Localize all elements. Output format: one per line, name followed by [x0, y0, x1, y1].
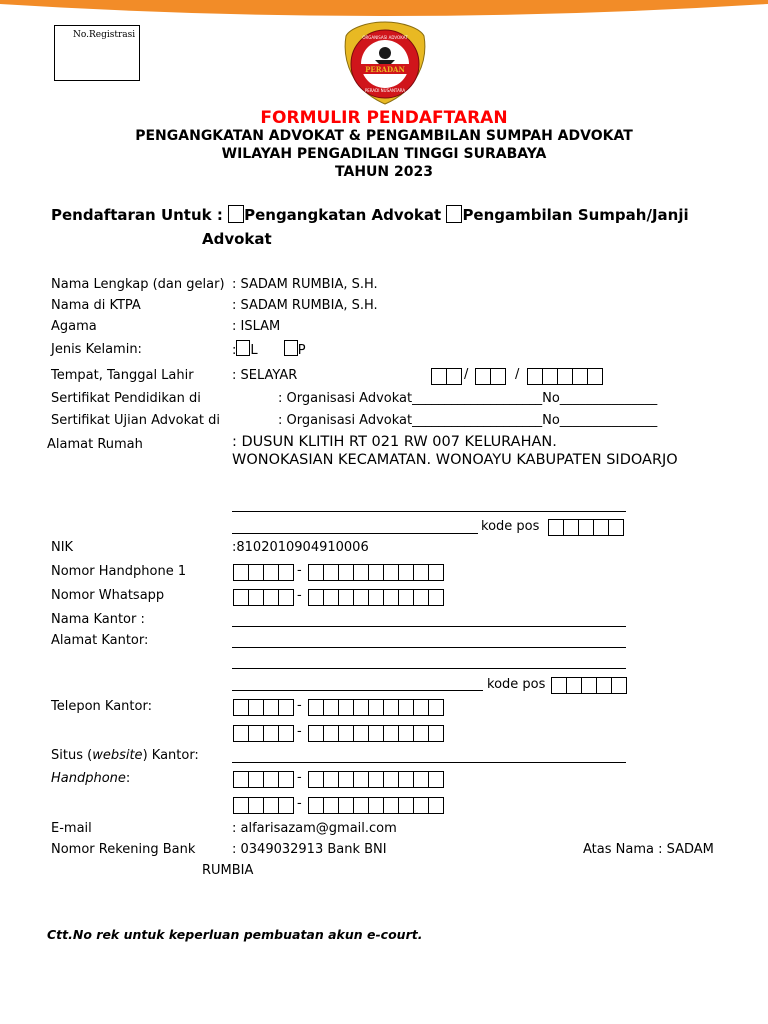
bank-label: Nomor Rekening Bank — [51, 842, 196, 857]
home-address-line-4[interactable] — [232, 533, 478, 534]
phone1-dash: - — [297, 563, 302, 578]
handphone2-number-boxes[interactable] — [308, 797, 443, 814]
gender-colon: : — [232, 343, 237, 358]
handphone1-prefix-boxes[interactable] — [233, 771, 293, 788]
logo-main-text: PERADAN — [365, 65, 405, 74]
home-address-label: Alamat Rumah — [47, 437, 143, 452]
religion-value[interactable]: : ISLAM — [232, 319, 281, 334]
phone1-number-boxes[interactable] — [308, 564, 443, 581]
form-subtitle-2: WILAYAH PENGADILAN TINGGI SURABAYA — [221, 146, 547, 162]
ktpa-name-label: Nama di KTPA — [51, 298, 141, 313]
registration-prefix: Pendaftaran Untuk : — [51, 206, 223, 224]
whatsapp-prefix-boxes[interactable] — [233, 589, 293, 606]
office-name-line[interactable] — [232, 626, 626, 627]
gender-p-checkbox[interactable] — [284, 340, 298, 356]
cert-education-value[interactable]: : Organisasi Advokat____________________No_______________ — [278, 391, 658, 406]
handphone2-prefix-boxes[interactable] — [233, 797, 293, 814]
office-postal-boxes[interactable] — [551, 677, 626, 694]
gender-label: Jenis Kelamin: — [51, 342, 142, 357]
handphone1-dash: - — [297, 770, 302, 785]
office-address-line-3[interactable] — [232, 690, 483, 691]
birth-place-value[interactable]: : SELAYAR — [232, 368, 298, 383]
ktpa-name-value[interactable]: : SADAM RUMBIA, S.H. — [232, 298, 378, 313]
option-appointment-checkbox[interactable] — [228, 205, 244, 223]
home-address-line-2[interactable]: WONOKASIAN KECAMATAN. WONOAYU KABUPATEN SIDOARJO — [232, 452, 678, 468]
website-label-1: Situs ( — [51, 748, 93, 763]
birth-sep-2: / — [515, 367, 520, 382]
organization-logo — [342, 20, 428, 106]
birth-sep-1: / — [464, 367, 469, 382]
website-label — [51, 748, 199, 763]
office-address-line-1[interactable] — [232, 647, 626, 648]
birth-month-boxes[interactable] — [475, 368, 505, 385]
office-postal-label: kode pos — [487, 677, 546, 692]
birth-label: Tempat, Tanggal Lahir — [51, 368, 194, 383]
home-address-line-1[interactable]: : DUSUN KLITIH RT 021 RW 007 KELURAHAN. — [232, 434, 557, 450]
logo-bottom-text: PERADI NUSANTARA — [364, 88, 406, 93]
phone1-prefix-boxes[interactable] — [233, 564, 293, 581]
handphone-colon: : — [125, 771, 131, 786]
nik-label: NIK — [51, 540, 74, 555]
cert-exam-label: Sertifikat Ujian Advokat di — [51, 413, 220, 428]
office-phone1-number-boxes[interactable] — [308, 699, 443, 716]
registration-purpose — [51, 205, 689, 224]
logo-top-text: ORGANISASI ADVOKAT — [362, 35, 408, 40]
cert-exam-value[interactable]: : Organisasi Advokat____________________No_______________ — [278, 413, 658, 428]
handphone-label — [51, 771, 130, 786]
handphone2-dash: - — [297, 796, 302, 811]
registration-label: No.Registrasi — [73, 30, 136, 40]
full-name-label: Nama Lengkap (dan gelar) — [51, 277, 225, 292]
bank-owner[interactable]: Atas Nama : SADAM — [583, 842, 714, 857]
office-address-label: Alamat Kantor: — [51, 633, 149, 648]
home-address-line-3[interactable] — [232, 511, 626, 512]
option-oath-checkbox[interactable] — [446, 205, 462, 223]
gender-p-label: P — [297, 343, 306, 358]
form-subtitle-3: TAHUN 2023 — [335, 164, 433, 180]
birth-day-boxes[interactable] — [431, 368, 461, 385]
cert-education-label: Sertifikat Pendidikan di — [51, 391, 201, 406]
footnote: Ctt.No rek untuk keperluan pembuatan akun e-court. — [47, 927, 423, 942]
form-subtitle-1: PENGANGKATAN ADVOKAT & PENGAMBILAN SUMPAH ADVOKAT — [135, 128, 633, 144]
registration-number-box[interactable] — [54, 25, 140, 81]
handphone1-number-boxes[interactable] — [308, 771, 443, 788]
nik-value[interactable]: :8102010904910006 — [232, 540, 369, 555]
header-accent-bar — [0, 0, 768, 20]
office-phone2-dash: - — [297, 724, 302, 739]
office-address-line-2[interactable] — [232, 668, 626, 669]
whatsapp-dash: - — [297, 588, 302, 603]
full-name-value[interactable]: : SADAM RUMBIA, S.H. — [232, 277, 378, 292]
religion-label: Agama — [51, 319, 97, 334]
handphone-label-text: Handphone — [51, 771, 126, 786]
form-title: FORMULIR PENDAFTARAN — [260, 108, 508, 128]
office-name-label: Nama Kantor : — [51, 612, 145, 627]
office-phone1-dash: - — [297, 698, 302, 713]
option-oath-label: Pengambilan Sumpah/Janji — [462, 206, 689, 224]
gender-options — [232, 340, 306, 358]
whatsapp-label: Nomor Whatsapp — [51, 588, 165, 603]
website-line[interactable] — [232, 762, 626, 763]
email-label: E-mail — [51, 821, 92, 836]
bank-owner-cont[interactable]: RUMBIA — [202, 863, 254, 878]
birth-year-boxes[interactable] — [527, 368, 602, 385]
office-phone2-number-boxes[interactable] — [308, 725, 443, 742]
office-phone1-prefix-boxes[interactable] — [233, 699, 293, 716]
whatsapp-number-boxes[interactable] — [308, 589, 443, 606]
bank-value[interactable]: : 0349032913 Bank BNI — [232, 842, 387, 857]
option-appointment-label: Pengangkatan Advokat — [244, 206, 442, 224]
gender-l-checkbox[interactable] — [236, 340, 250, 356]
phone1-label: Nomor Handphone 1 — [51, 564, 187, 579]
gender-l-label: L — [250, 343, 258, 358]
home-postal-label: kode pos — [481, 519, 540, 534]
website-label-2: ) Kantor: — [142, 748, 199, 763]
option-oath-label-cont: Advokat — [202, 230, 272, 248]
office-phone-label: Telepon Kantor: — [51, 699, 152, 714]
website-label-em: website — [92, 748, 143, 763]
email-value[interactable]: : alfarisazam@gmail.com — [232, 821, 397, 836]
office-phone2-prefix-boxes[interactable] — [233, 725, 293, 742]
home-postal-boxes[interactable] — [548, 519, 623, 536]
